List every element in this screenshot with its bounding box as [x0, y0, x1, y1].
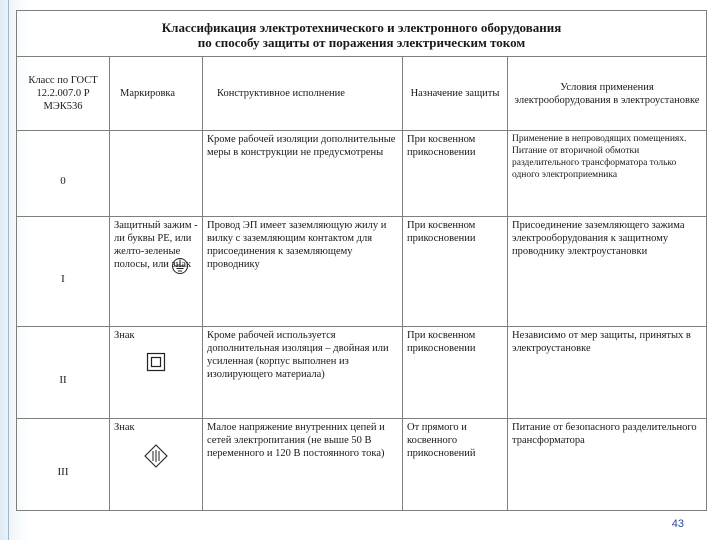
- marking-text: Знак: [114, 330, 135, 341]
- marking-text: Знак: [114, 422, 135, 433]
- header-class: Класс по ГОСТ 12.2.007.0 Р МЭК536: [17, 57, 110, 131]
- marking-cell: [110, 131, 203, 217]
- table-row: [17, 131, 707, 217]
- conditions-cell: Присоединение заземляющего зажима электрооборудования к защитному проводнику электроустановки: [508, 217, 707, 327]
- table-row: [17, 217, 707, 327]
- design-cell: Кроме рабочей используется дополнительная изоляция – двойная или усиленная (корпус выполнен из изолирующего материала): [203, 327, 403, 419]
- conditions-cell: Независимо от мер защиты, принятых в электроустановке: [508, 327, 707, 419]
- double-insulation-icon: [146, 352, 166, 372]
- purpose-cell: При косвенном прикосновении: [403, 327, 508, 419]
- design-cell: Малое напряжение внутренних цепей и сетей электропитания (не выше 50 В переменного и 120 В постоянного тока): [203, 419, 403, 511]
- header-purpose: Назначение защиты: [403, 57, 508, 131]
- slide-left-rule: [8, 0, 9, 540]
- design-cell: Провод ЭП имеет заземляющую жилу и вилку с заземляющим контактом для присоединения к заземляющему проводнику: [203, 217, 403, 327]
- marking-cell: [110, 327, 203, 419]
- design-cell: Кроме рабочей изоляции дополнительные меры в конструкции не предусмотрены: [203, 131, 403, 217]
- marking-cell: [110, 217, 203, 327]
- class-cell: III: [17, 419, 110, 511]
- header-row: [17, 57, 707, 131]
- table-row: [17, 327, 707, 419]
- marking-cell: [110, 419, 203, 511]
- title-line-1: Классификация электротехнического и электронного оборудования: [161, 19, 562, 35]
- header-conditions: Условия применения электрооборудования в электроустановке: [508, 57, 707, 131]
- header-design: Конструктивное исполнение: [203, 57, 403, 131]
- class-cell: I: [17, 217, 110, 327]
- header-marking: Маркировка: [110, 57, 203, 131]
- table-row: [17, 419, 707, 511]
- classification-table: [16, 10, 707, 511]
- title-line-2: по способу защиты от поражения электрическим током: [197, 34, 526, 50]
- table-title: [17, 11, 707, 57]
- marking-text: Защитный зажим - ли буквы PE, или желто-зеленые полосы, или знак: [114, 220, 198, 270]
- purpose-cell: При косвенном прикосновении: [403, 217, 508, 327]
- title-row: [17, 11, 707, 57]
- purpose-cell: От прямого и косвенного прикосновений: [403, 419, 508, 511]
- purpose-cell: При косвенном прикосновении: [403, 131, 508, 217]
- conditions-cell: Применение в непроводящих помещениях. Питание от вторичной обмотки разделительного трансформатора только одного электроприемника: [508, 131, 707, 217]
- safety-extra-low-voltage-icon: [144, 444, 168, 468]
- class-cell: II: [17, 327, 110, 419]
- conditions-cell: Питание от безопасного разделительного трансформатора: [508, 419, 707, 511]
- page-number: 43: [671, 518, 684, 530]
- class-cell: 0: [17, 131, 110, 217]
